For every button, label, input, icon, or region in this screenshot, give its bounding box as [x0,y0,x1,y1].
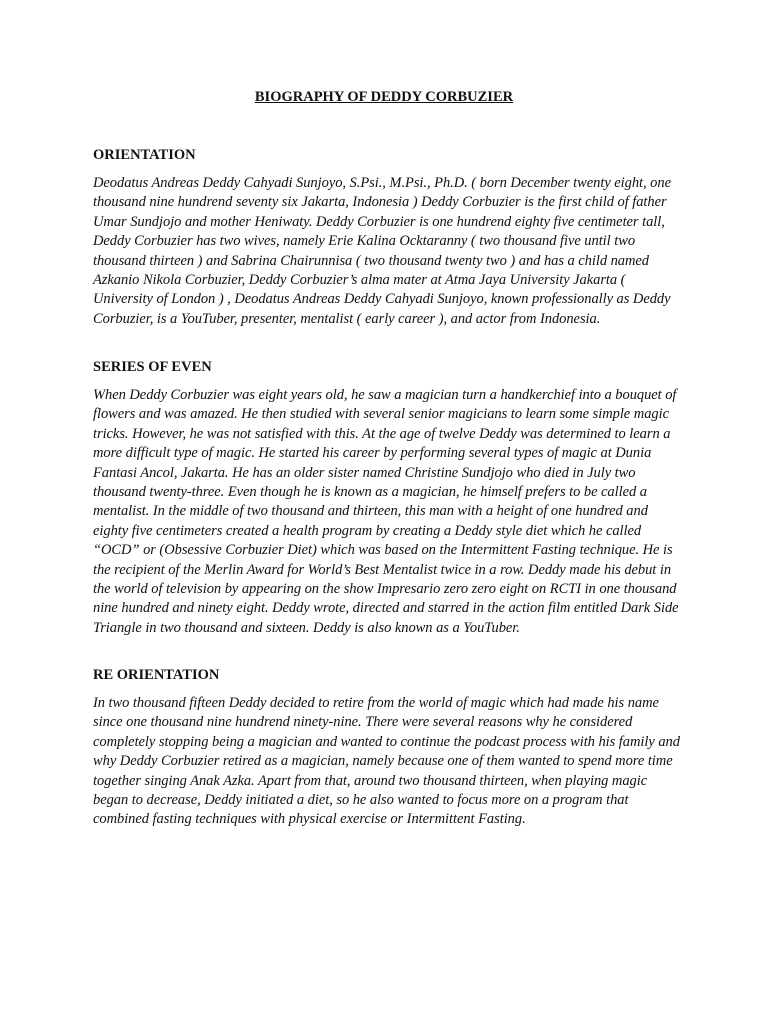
section-orientation [93,146,683,329]
section-body-series-of-even: When Deddy Corbuzier was eight years old, he saw a magician turn a handkerchief into a bouquet of flowers and was amazed. He then studied with several senior magicians to learn some simple magic tricks. However, he was not satisfied with this. At the age of twelve Deddy was determined to learn a more difficult type of magic. He started his career by performing several types of magic at Dunia Fantasi Ancol, Jakarta. He has an older sister named Christine Sundjojo who died in July two thousand twenty-three. Even though he is known as a magician, he himself prefers to be called a mentalist. In the middle of two thousand and thirteen, this man with a height of one hundred and eighty five centimeters created a health program by creating a Deddy style diet which he called “OCD” or (Obsessive Corbuzier Diet) which was based on the Intermittent Fasting technique. He is the recipient of the Merlin Award for World’s Best Mentalist twice in a row. Deddy made his debut in the world of television by appearing on the show Impresario zero zero eight on RCTI in one thousand nine hundred and ninety eight. Deddy wrote, directed and starred in the action film entitled Dark Side Triangle in two thousand and sixteen. Deddy is also known as a YouTuber. [93,387,679,636]
section-heading-re-orientation: RE ORIENTATION [93,667,220,683]
document-title-text: BIOGRAPHY OF DEDDY CORBUZIER [254,89,514,105]
document-title [0,88,768,106]
section-body-orientation: Deodatus Andreas Deddy Cahyadi Sunjoyo, S.Psi., M.Psi., Ph.D. ( born December twenty eight, one thousand nine hundrend seventy six Jakarta, Indonesia ) Deddy Corbuzier is the first child of father Umar Sundjojo and mother Heniwaty. Deddy Corbuzier is one hundrend eighty five centimeter tall, Deddy Corbuzier has two wives, namely Erie Kalina Ocktaranny ( two thousand five until two thousand thirteen ) and Sabrina Chairunnisa ( two thousand twenty two ) and has a child named Azkanio Nikola Corbuzier, Deddy Corbuzier’s alma mater at Atma Jaya University Jakarta ( University of London ) , Deodatus Andreas Deddy Cahyadi Sunjoyo, known professionally as Deddy Corbuzier, is a YouTuber, presenter, mentalist ( early career ), and actor from Indonesia. [93,175,671,327]
section-series-of-even [93,358,683,638]
section-re-orientation [93,666,683,830]
section-heading-orientation: ORIENTATION [93,147,196,163]
section-heading-series-of-even: SERIES OF EVEN [93,359,212,375]
section-body-re-orientation: In two thousand fifteen Deddy decided to retire from the world of magic which had made his name since one thousand nine hundrend ninety-nine. There were several reasons why he considered completely stopping being a magician and wanted to continue the podcast process with his family and why Deddy Corbuzier retired as a magician, namely because one of them wanted to spend more time together singing Anak Azka. Apart from that, around two thousand thirteen, when playing magic began to decrease, Deddy initiated a diet, so he also wanted to focus more on a program that combined fasting techniques with physical exercise or Intermittent Fasting. [93,695,680,828]
